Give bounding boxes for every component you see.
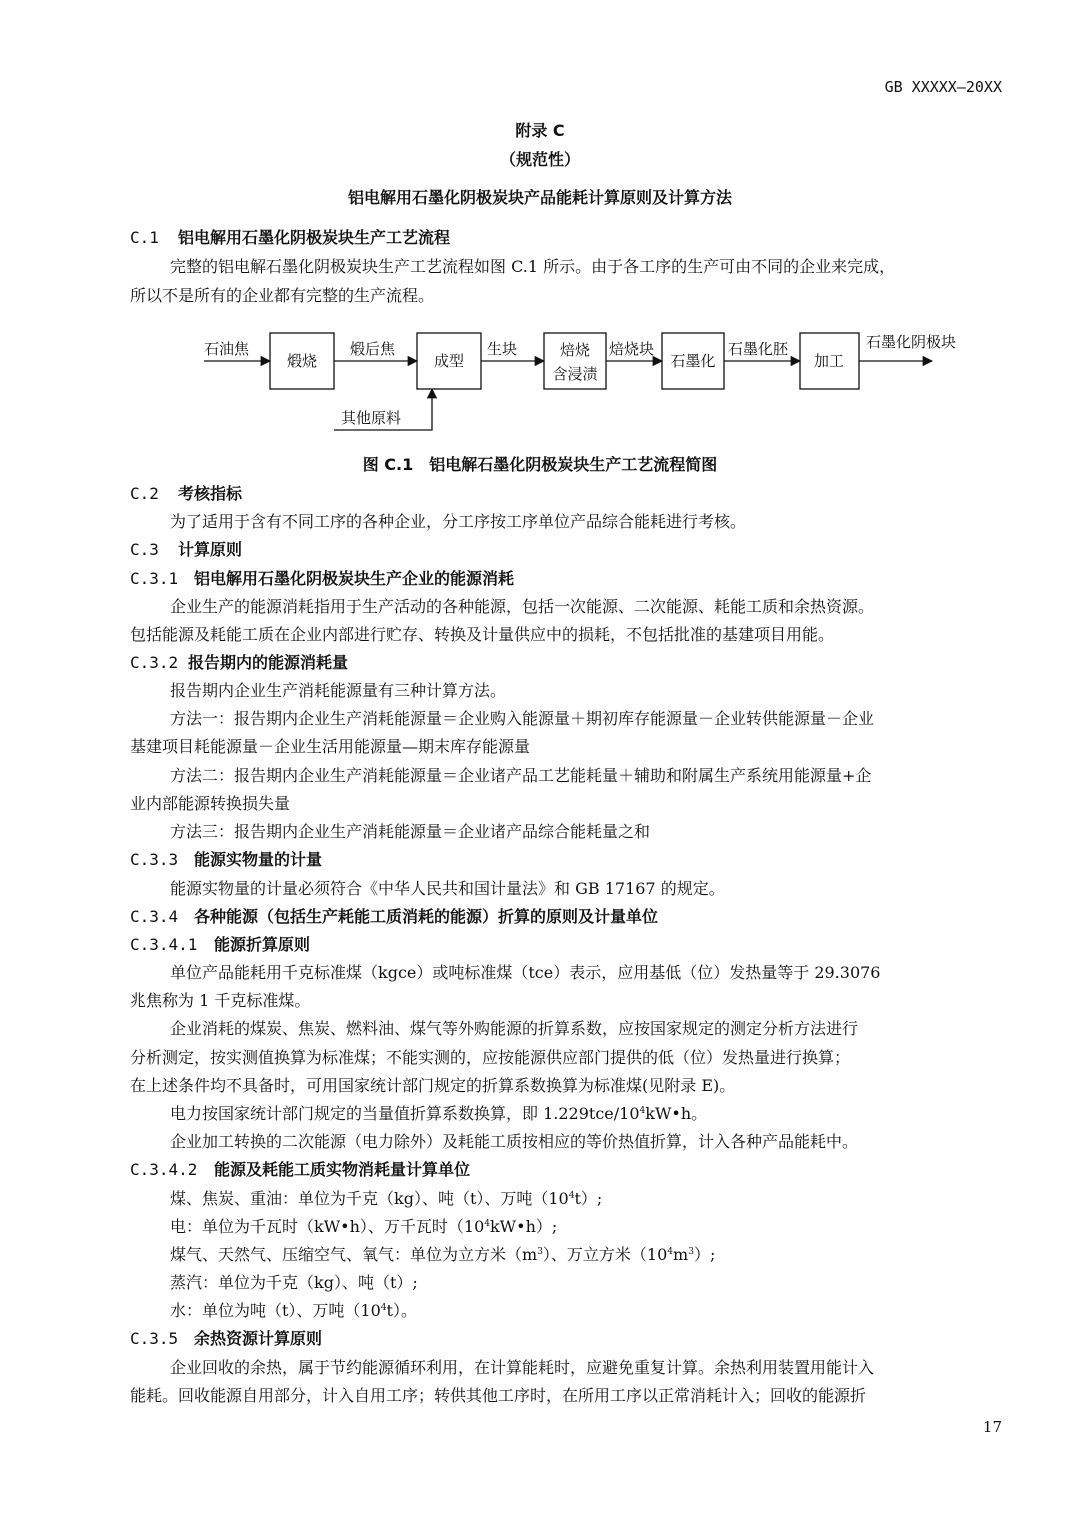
page-number: 17	[982, 1418, 1002, 1436]
c342-unit-steam: 蒸汽：单位为千克（kg）、吨（t）;	[170, 1273, 418, 1292]
c341-p3: 电力按国家统计部门规定的当量值折算系数换算，即 $1.229tce/10^4kW•h$。	[170, 1104, 708, 1123]
label-petroleum-coke: 石油焦	[204, 340, 250, 358]
c32-intro: 报告期内企业生产消耗能源量有三种计算方法。	[170, 681, 507, 700]
svg-text:含浸渍: 含浸渍	[552, 365, 598, 383]
label-other-materials: 其他原料	[341, 409, 402, 427]
label-calcined-coke: 煅后焦	[350, 340, 396, 358]
c341-p2-line2: 分析测定，按实测值换算为标准煤；不能实测的，应按能源供应部门提供的低（位）发热量进行换算；	[130, 1048, 851, 1067]
label-graphitized-blank: 石墨化胚	[728, 340, 789, 358]
section-c341-heading: C.3.4.1 能源折算原则	[130, 935, 311, 954]
flow-box-calcination	[270, 333, 334, 389]
label-green-block: 生块	[487, 340, 518, 358]
c35-line2: 能耗。回收能源自用部分，计入自用工序；转供其他工序时，在所用工序以正常消耗计入；回收的能源折	[130, 1386, 867, 1405]
c32-method3: 方法三：报告期内企业生产消耗能源量＝企业诸产品综合能耗量之和	[170, 822, 651, 841]
c342-unit-gas: 煤气、天然气、压缩空气、氧气：单位为立方米$(m^3)$、万立方米$(10^4m^3)$;	[170, 1245, 716, 1264]
flow-box-machining	[800, 333, 859, 389]
c341-p2-line1: 企业消耗的煤炭、焦炭、燃料油、煤气等外购能源的折算系数，应按国家规定的测定分析方法进行	[170, 1019, 859, 1038]
c32-method2-line2: 业内部能源转换损失量	[130, 794, 291, 813]
c32-method1-line1: 方法一：报告期内企业生产消耗能源量＝企业购入能源量＋期初库存能源量－企业转供能源量－企业	[170, 709, 875, 728]
flow-box-baking	[544, 333, 606, 389]
c342-unit-coal: 煤、焦炭、重油：单位为千克（kg）、吨（t）、万吨$(10^4t)$;	[170, 1189, 603, 1208]
c31-line1: 企业生产的能源消耗指用于生产活动的各种能源，包括一次能源、二次能源、耗能工质和余热资源。	[170, 597, 875, 616]
svg-text:加工: 加工	[813, 352, 845, 370]
section-c35-heading: C.3.5 余热资源计算原则	[130, 1329, 323, 1348]
svg-text:成型: 成型	[433, 352, 465, 370]
c341-p2-line3: 在上述条件均不具备时，可用国家统计部门规定的折算系数换算为标准煤(见附录 E)。	[130, 1076, 736, 1095]
label-baked-block: 焙烧块	[609, 340, 655, 358]
c2-paragraph: 为了适用于含有不同工序的各种企业，分工序按工序单位产品综合能耗进行考核。	[170, 512, 747, 531]
c342-unit-electricity: 电：单位为千瓦时（kW•h）、万千瓦时$(10^4kW•h)$;	[170, 1217, 558, 1236]
appendix-title: 附录 C	[515, 121, 565, 140]
section-c342-heading: C.3.4.2 能源及耗能工质实物消耗量计算单位	[130, 1160, 471, 1179]
c342-unit-water: 水：单位为吨（t）、万吨$(10^4t)$。	[170, 1301, 417, 1320]
section-c1-heading: C.1 铝电解用石墨化阴极炭块生产工艺流程	[130, 228, 451, 247]
c1-paragraph-line1: 完整的铝电解石墨化阴极炭块生产工艺流程如图 C.1 所示。由于各工序的生产可由不同的企业来完成，	[170, 257, 896, 276]
appendix-type: （规范性）	[499, 150, 580, 169]
c32-method1-line2: 基建项目耗能源量－企业生活用能源量—期末库存能源量	[130, 737, 531, 756]
section-c3-heading: C.3 计算原则	[130, 540, 243, 559]
figure-caption: 图 C.1 铝电解石墨化阴极炭块生产工艺流程简图	[362, 455, 718, 474]
document-code: GB XXXXX—20XX	[884, 78, 1002, 96]
c341-p4: 企业加工转换的二次能源（电力除外）及耗能工质按相应的等价热值折算，计入各种产品能耗中。	[170, 1132, 859, 1151]
flow-box-graphitization	[662, 333, 724, 389]
svg-text:石墨化: 石墨化	[670, 352, 716, 370]
c341-p1-line2: 兆焦称为 1 千克标准煤。	[130, 991, 311, 1010]
c35-line1: 企业回收的余热，属于节约能源循环利用，在计算能耗时，应避免重复计算。余热利用装置用能计入	[170, 1358, 875, 1377]
svg-text:焙烧: 焙烧	[559, 341, 591, 359]
section-c2-heading: C.2 考核指标	[130, 484, 243, 503]
label-graphitized-cathode: 石墨化阴极块	[866, 333, 957, 351]
section-c33-heading: C.3.3 能源实物量的计量	[130, 850, 323, 869]
section-c32-heading: C.3.2 报告期内的能源消耗量	[130, 653, 349, 672]
process-flow-diagram	[200, 325, 980, 435]
c33-paragraph: 能源实物量的计量必须符合《中华人民共和国计量法》和 GB 17167 的规定。	[170, 879, 725, 898]
c1-paragraph-line2: 所以不是所有的企业都有完整的生产流程。	[130, 286, 435, 305]
flow-box-forming	[417, 333, 481, 389]
c32-method2-line1: 方法二：报告期内企业生产消耗能源量＝企业诸产品工艺能耗量＋辅助和附属生产系统用能源量+企	[170, 766, 872, 785]
c341-p1-line1: 单位产品能耗用千克标准煤（kgce）或吨标准煤（tce）表示，应用基低（位）发热量等于 29.3076	[170, 963, 881, 982]
c31-line2: 包括能源及耗能工质在企业内部进行贮存、转换及计量供应中的损耗，不包括批准的基建项目用能。	[130, 625, 835, 644]
section-c34-heading: C.3.4 各种能源（包括生产耗能工质消耗的能源）折算的原则及计量单位	[130, 907, 659, 926]
section-c31-heading: C.3.1 铝电解用石墨化阴极炭块生产企业的能源消耗	[130, 569, 515, 588]
svg-text:煅烧: 煅烧	[286, 352, 318, 370]
appendix-main-title: 铝电解用石墨化阴极炭块产品能耗计算原则及计算方法	[347, 188, 732, 207]
